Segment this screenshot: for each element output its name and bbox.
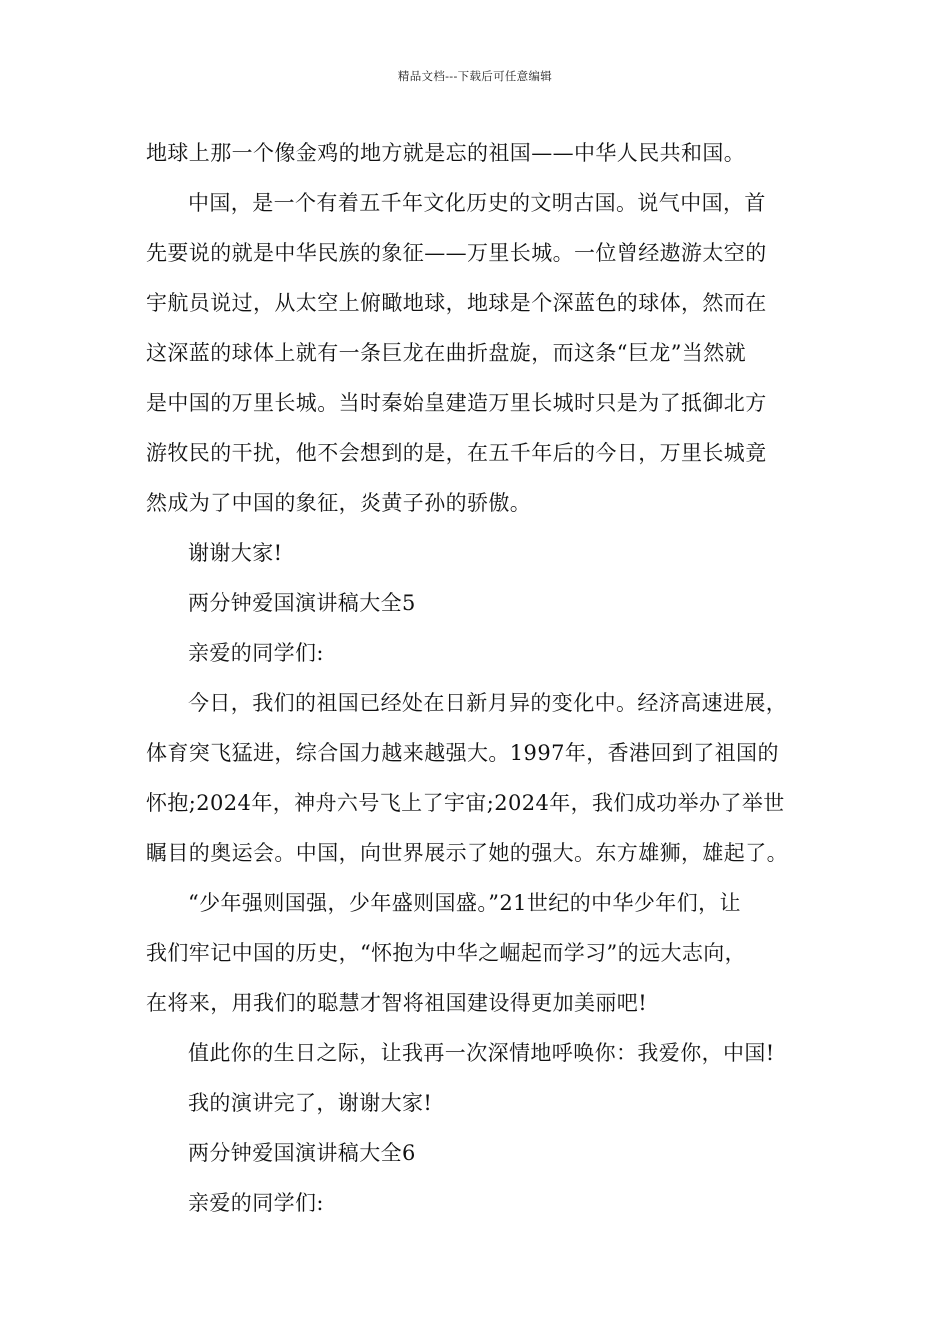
document-body bbox=[146, 128, 830, 1228]
text-line: 我的演讲完了，谢谢大家! bbox=[188, 1091, 433, 1115]
text-line: 中国，是一个有着五千年文化历史的文明古国。说气中国，首 bbox=[188, 191, 766, 215]
text-line: 地球上那一个像金鸡的地方就是忘的祖国——中华人民共和国。 bbox=[146, 141, 746, 165]
text-line: 值此你的生日之际，让我再一次深情地呼唤你：我爱你，中国! bbox=[188, 1041, 775, 1065]
text-line: 宇航员说过，从太空上俯瞰地球，地球是个深蓝色的球体，然而在 bbox=[146, 291, 767, 315]
text-line: 谢谢大家! bbox=[188, 541, 283, 565]
text-line: 今日，我们的祖国已经处在日新月异的变化中。经济高速进展， bbox=[188, 691, 788, 715]
salutation: 亲爱的同学们: bbox=[188, 1191, 324, 1215]
text-line: 游牧民的干扰，他不会想到的是，在五千年后的今日，万里长城竟 bbox=[146, 441, 767, 465]
section-heading: 两分钟爱国演讲稿大全5 bbox=[188, 591, 416, 615]
text-line: 这深蓝的球体上就有一条巨龙在曲折盘旋，而这条“巨龙”当然就 bbox=[146, 341, 747, 365]
text-line: 然成为了中国的象征，炎黄子孙的骄傲。 bbox=[146, 491, 532, 515]
text-line: 我们牢记中国的历史，“怀抱为中华之崛起而学习”的远大志向， bbox=[146, 941, 747, 965]
salutation: 亲爱的同学们: bbox=[188, 641, 324, 665]
text-line: 在将来，用我们的聪慧才智将祖国建设得更加美丽吧! bbox=[146, 991, 648, 1015]
page-header: 精品文档---下载后可任意编辑 bbox=[397, 69, 553, 83]
text-line: 瞩目的奥运会。中国，向世界展示了她的强大。东方雄狮，雄起了。 bbox=[146, 841, 788, 865]
text-line: 先要说的就是中华民族的象征——万里长城。一位曾经遨游太空的 bbox=[146, 241, 767, 265]
text-line: 是中国的万里长城。当时秦始皇建造万里长城时只是为了抵御北方 bbox=[146, 391, 767, 415]
text-line: 怀抱;2024年，神舟六号飞上了宇宙;2024年，我们成功举办了举世 bbox=[146, 791, 785, 815]
text-line: “少年强则国强，少年盛则国盛。”21世纪的中华少年们，让 bbox=[188, 891, 741, 915]
section-heading: 两分钟爱国演讲稿大全6 bbox=[188, 1141, 416, 1165]
text-line: 体育突飞猛进，综合国力越来越强大。1997年，香港回到了祖国的 bbox=[146, 741, 779, 765]
